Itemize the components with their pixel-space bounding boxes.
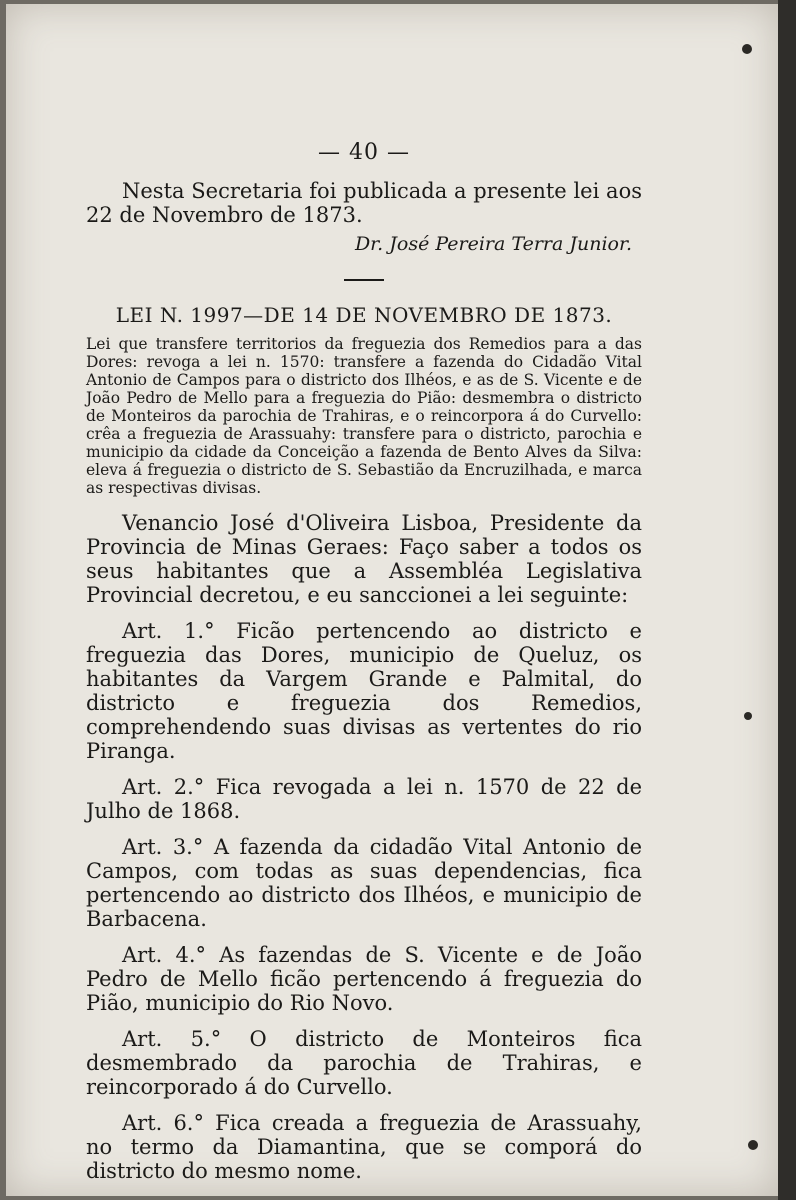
publication-note: Nesta Secretaria foi publicada a presente lei aos 22 de Novembro de 1873. (86, 179, 642, 227)
article-2: Art. 2.° Fica revogada a lei n. 1570 de 22 de Julho de 1868. (86, 775, 642, 823)
article-4: Art. 4.° As fazendas de S. Vicente e de João Pedro de Mello ficão pertencendo á freguezia do Pião, municipio do Rio Novo. (86, 943, 642, 1015)
ink-spot (742, 44, 752, 54)
ink-spot (748, 1140, 758, 1150)
article-5: Art. 5.° O districto de Monteiros fica desmembrado da parochia de Trahiras, e reincorporado á do Curvello. (86, 1027, 642, 1099)
preamble: Venancio José d'Oliveira Lisboa, Presidente da Provincia de Minas Geraes: Faço saber a todos os seus habitantes que a Assembléa Legislativa Provincial decretou, e eu sanccionei a lei seguinte: (86, 511, 642, 607)
law-summary: Lei que transfere territorios da freguezia dos Remedios para a das Dores: revoga a lei n. 1570: transfere a fazenda do Cidadão Vital Antonio de Campos para o districto dos Ilhéos, e as de S. Vicente e de João Pedro de Mello para a freguezia do Pião: desmembra o districto de Monteiros da parochia de Trahiras, e o reincorpora á do Curvello: crêa a freguezia de Arassuahy: transfere para o districto, parochia e municipio da cidade da Conceição a fazenda de Bento Alves da Silva: eleva á freguezia o districto de S. Sebastião da Encruzilhada, e marca as respectivas divisas. (86, 335, 642, 497)
ink-spot (744, 712, 752, 720)
article-1: Art. 1.° Ficão pertencendo ao districto e freguezia das Dores, municipio de Queluz, os habitantes da Vargem Grande e Palmital, do districto e freguezia dos Remedios, comprehendendo suas divisas as vertentes do rio Piranga. (86, 619, 642, 763)
signature: Dr. José Pereira Terra Junior. (354, 233, 632, 255)
book-spine (778, 0, 796, 1200)
article-3: Art. 3.° A fazenda da cidadão Vital Antonio de Campos, com todas as suas dependencias, fica pertencendo ao districto dos Ilhéos, e municipio de Barbacena. (86, 835, 642, 931)
law-title: LEI N. 1997—DE 14 DE NOVEMBRO DE 1873. (115, 303, 613, 327)
article-6: Art. 6.° Fica creada a freguezia de Arassuahy, no termo da Diamantina, que se comporá do districto do mesmo nome. (86, 1111, 642, 1183)
section-divider (344, 279, 384, 281)
page-content (86, 140, 642, 1183)
page-number: — 40 — (318, 140, 410, 165)
